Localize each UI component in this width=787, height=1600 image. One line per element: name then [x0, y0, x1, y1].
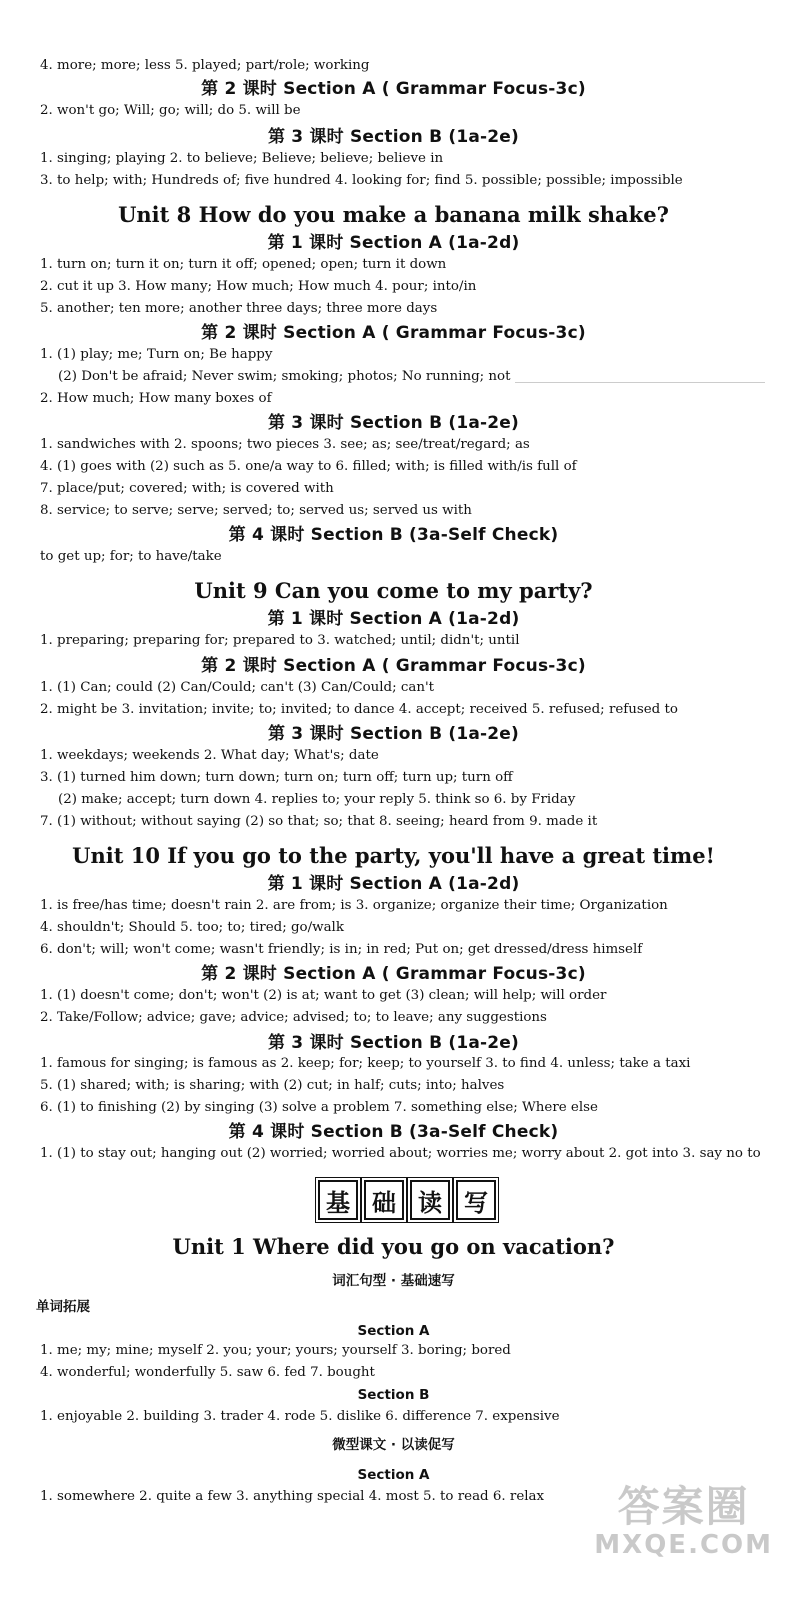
unit-title: Unit 9 Can you come to my party?: [194, 578, 593, 603]
answer-line: 2. won't go; Will; go; will; do 5. will be: [40, 103, 301, 118]
lesson-heading: 第 1 课时 Section A (1a-2d): [267, 874, 520, 894]
unit-title: Unit 10 If you go to the party, you'll have a great time!: [72, 843, 715, 868]
subheading: 单词拓展: [36, 1299, 90, 1315]
lesson-heading: 第 2 课时 Section A ( Grammar Focus-3c): [201, 79, 586, 99]
banner-char: 基: [318, 1180, 358, 1220]
answer-line: 4. (1) goes with (2) such as 5. one/a way to 6. filled; with; is filled with/is full of: [40, 459, 577, 474]
lesson-heading: 第 2 课时 Section A ( Grammar Focus-3c): [201, 323, 586, 343]
answer-line: 1. somewhere 2. quite a few 3. anything special 4. most 5. to read 6. relax: [40, 1489, 545, 1504]
lesson-heading: 第 2 课时 Section A ( Grammar Focus-3c): [201, 964, 586, 984]
answer-line: 4. wonderful; wonderfully 5. saw 6. fed 7. bought: [40, 1365, 375, 1380]
answer-line: (2) Don't be afraid; Never swim; smoking; photos; No running; not: [58, 369, 511, 384]
answer-line: 1. (1) play; me; Turn on; Be happy: [40, 347, 273, 362]
answer-line: 2. Take/Follow; advice; gave; advice; advised; to; to leave; any suggestions: [40, 1010, 547, 1025]
lesson-heading: 第 4 课时 Section B (3a-Self Check): [228, 525, 559, 545]
answer-line: 1. is free/has time; doesn't rain 2. are from; is 3. organize; organize their time; Organization: [40, 898, 668, 913]
banner-char: 写: [456, 1180, 496, 1220]
watermark-logo: [594, 1482, 773, 1560]
answer-line: 1. (1) doesn't come; don't; won't (2) is at; want to get (3) clean; will help; will order: [40, 988, 607, 1003]
answer-line: 6. (1) to finishing (2) by singing (3) solve a problem 7. something else; Where else: [40, 1100, 598, 1115]
section-banner: [318, 1180, 496, 1220]
unit-title: Unit 8 How do you make a banana milk shake?: [118, 202, 669, 227]
answer-line: 8. service; to serve; serve; served; to; served us; served us with: [40, 503, 472, 518]
answer-line: 2. might be 3. invitation; invite; to; invited; to dance 4. accept; received 5. refused; refused to: [40, 702, 678, 717]
subheading: Section B: [357, 1387, 430, 1403]
lesson-heading: 第 2 课时 Section A ( Grammar Focus-3c): [201, 656, 586, 676]
answer-line: 1. (1) Can; could (2) Can/Could; can't (3) Can/Could; can't: [40, 680, 435, 695]
unit-title: Unit 1 Where did you go on vacation?: [172, 1234, 615, 1259]
answer-line: 5. (1) shared; with; is sharing; with (2) cut; in half; cuts; into; halves: [40, 1078, 505, 1093]
lesson-heading: 第 4 课时 Section B (3a-Self Check): [228, 1122, 559, 1142]
watermark-url: MXQE.COM: [594, 1530, 773, 1560]
lesson-heading: 第 3 课时 Section B (1a-2e): [267, 127, 520, 147]
answer-line: 6. don't; will; won't come; wasn't friendly; is in; in red; Put on; get dressed/dress himself: [40, 942, 643, 957]
answer-line: 7. place/put; covered; with; is covered with: [40, 481, 334, 496]
lesson-heading: 第 3 课时 Section B (1a-2e): [267, 1033, 520, 1053]
answer-line: 2. cut it up 3. How many; How much; How much 4. pour; into/in: [40, 279, 477, 294]
answer-line: 3. to help; with; Hundreds of; five hundred 4. looking for; find 5. possible; possible; impossible: [40, 173, 683, 188]
subheading: Section A: [357, 1467, 430, 1483]
answer-line: 1. me; my; mine; myself 2. you; your; yours; yourself 3. boring; bored: [40, 1343, 511, 1358]
answer-line: 1. sandwiches with 2. spoons; two pieces 3. see; as; see/treat/regard; as: [40, 437, 530, 452]
subheading: Section A: [357, 1323, 430, 1339]
answer-line: 1. preparing; preparing for; prepared to 3. watched; until; didn't; until: [40, 633, 520, 648]
watermark-text: 答案圈: [617, 1482, 750, 1531]
lesson-heading: 第 3 课时 Section B (1a-2e): [267, 724, 520, 744]
answer-line: 1. famous for singing; is famous as 2. keep; for; keep; to yourself 3. to find 4. unless; take a taxi: [40, 1056, 691, 1071]
answer-line: to get up; for; to have/take: [40, 549, 222, 564]
banner-char: 读: [410, 1180, 450, 1220]
subheading: 微型课文 · 以读促写: [332, 1437, 455, 1453]
faint-rule: [515, 382, 765, 383]
answer-line: 1. singing; playing 2. to believe; Believe; believe; believe in: [40, 151, 444, 166]
subheading: 词汇句型 · 基础速写: [332, 1273, 455, 1289]
answer-line: 1. enjoyable 2. building 3. trader 4. rode 5. dislike 6. difference 7. expensive: [40, 1409, 560, 1424]
answer-line: 1. weekdays; weekends 2. What day; What's; date: [40, 748, 379, 763]
answer-line: 4. more; more; less 5. played; part/role; working: [40, 58, 370, 73]
answer-line: 5. another; ten more; another three days; three more days: [40, 301, 438, 316]
answer-line: 3. (1) turned him down; turn down; turn on; turn off; turn up; turn off: [40, 770, 513, 785]
answer-line: 7. (1) without; without saying (2) so that; so; that 8. seeing; heard from 9. made it: [40, 814, 598, 829]
lesson-heading: 第 1 课时 Section A (1a-2d): [267, 233, 520, 253]
answer-line: 4. shouldn't; Should 5. too; to; tired; go/walk: [40, 920, 344, 935]
answer-line: 2. How much; How many boxes of: [40, 391, 272, 406]
answer-line: 1. (1) to stay out; hanging out (2) worried; worried about; worries me; worry about 2. got into 3. say no to: [40, 1146, 761, 1161]
answer-line: (2) make; accept; turn down 4. replies to; your reply 5. think so 6. by Friday: [58, 792, 576, 807]
lesson-heading: 第 1 课时 Section A (1a-2d): [267, 609, 520, 629]
banner-char: 础: [364, 1180, 404, 1220]
answer-line: 1. turn on; turn it on; turn it off; opened; open; turn it down: [40, 257, 447, 272]
lesson-heading: 第 3 课时 Section B (1a-2e): [267, 413, 520, 433]
